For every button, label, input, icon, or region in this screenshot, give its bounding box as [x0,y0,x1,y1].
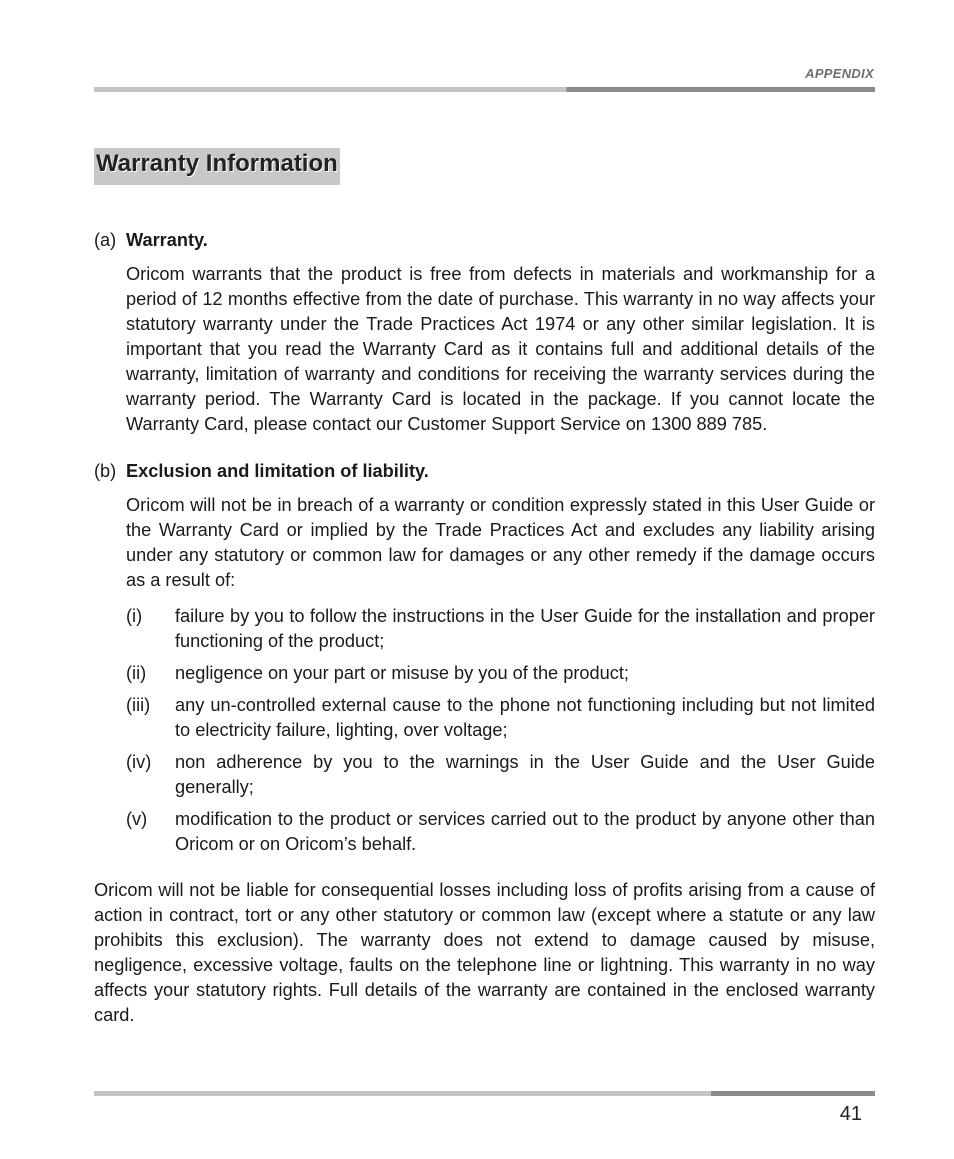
page-number: 41 [839,1103,862,1125]
exclusion-list [126,604,875,857]
list-item-number: (v) [126,809,148,829]
section-a-body: Oricom warrants that the product is free from defects in materials and workmanship for a period of 12 months effective from the date of purchase. This warranty in no way affects your statutory warranty under the Trade Practices Act 1974 or any other similar legislation. It is important that you read the Warranty Card as it contains full and additional details of the warranty, limitation of warranty and conditions for receiving the warranty services during the warranty period. The Warranty Card is located in the package. If you cannot locate the Warranty Card, please contact our Customer Support Service on 1300 889 785. [126,264,875,434]
section-marker: (b) [94,461,117,481]
list-item-number: (iii) [126,695,151,715]
section-marker: (a) [94,230,117,250]
header-rule [94,87,875,92]
list-item-text: any un-controlled external cause to the phone not functioning including but not limited to electricity failure, lighting, over voltage; [175,695,875,740]
list-item [126,661,875,686]
list-item-text: failure by you to follow the instructions in the User Guide for the installation and proper functioning of the product; [175,606,875,651]
running-header: APPENDIX [805,66,874,81]
list-item [126,807,875,857]
list-item-text: negligence on your part or misuse by you of the product; [175,663,629,683]
document-body [94,228,875,1028]
footer-rule [94,1091,875,1096]
section-b-body: Oricom will not be in breach of a warranty or condition expressly stated in this User Guide or the Warranty Card or implied by the Trade Practices Act and excludes any liability arising under any statutory or common law for damages or any other remedy if the damage occurs as a result of: [126,495,875,590]
section-b-heading [94,459,875,484]
list-item-number: (i) [126,606,143,626]
list-item [126,604,875,654]
list-item-text: modification to the product or services carried out to the product by anyone other than Oricom or on Oricom’s behalf. [175,809,875,854]
list-item [126,750,875,800]
section-title: Exclusion and limitation of liability. [126,461,429,481]
list-item-number: (ii) [126,663,147,683]
section-title: Warranty. [126,230,208,250]
page-title: Warranty Information [94,148,340,185]
list-item-number: (iv) [126,752,152,772]
section-a-heading [94,228,875,253]
liability-paragraph: Oricom will not be liable for consequential losses including loss of profits arising from a cause of action in contract, tort or any other statutory or common law (except where a statute or any law prohibits this exclusion). The warranty does not extend to damage caused by misuse, negligence, excessive voltage, faults on the telephone line or lightning. This warranty in no way affects your statutory rights. Full details of the warranty are contained in the enclosed warranty card. [94,880,875,1025]
list-item-text: non adherence by you to the warnings in the User Guide and the User Guide generally; [175,752,875,797]
list-item [126,693,875,743]
